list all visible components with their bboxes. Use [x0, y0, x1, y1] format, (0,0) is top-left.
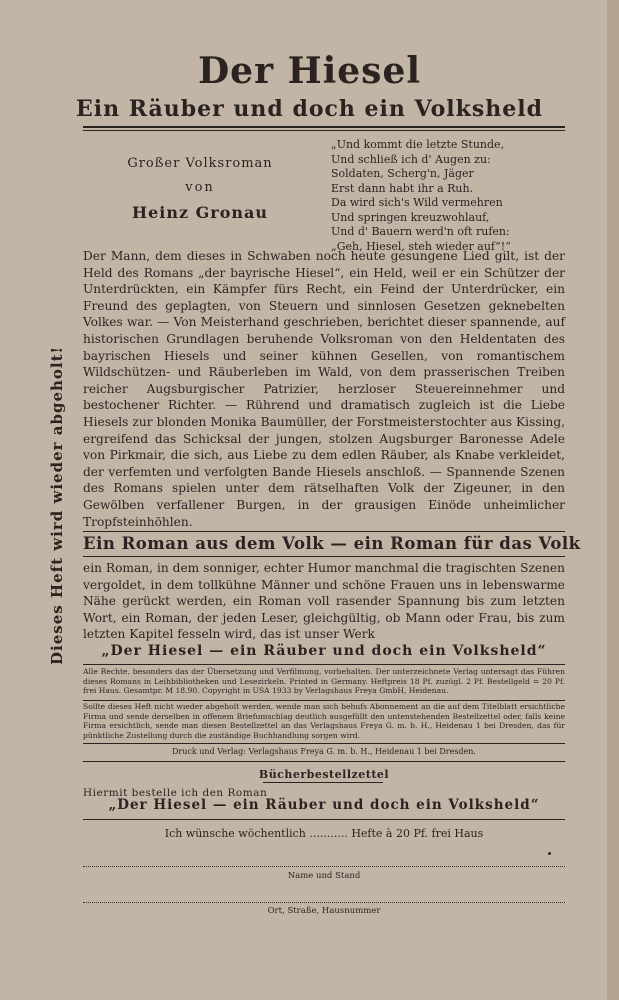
poem-line: Und d' Bauern werd'n oft rufen:	[331, 225, 510, 238]
printer-imprint: Druck und Verlag: Verlagshaus Freya G. m. b. H., Heidenau 1 bei Dresden.	[172, 747, 476, 756]
poem-line: Da wird sich's Wild vermehren	[331, 196, 503, 209]
headline-rule-bottom	[83, 556, 565, 557]
address-field[interactable]	[83, 902, 565, 903]
poem-line: „Geh, Hiesel, steh wieder auf“!“	[331, 239, 511, 253]
poem-line: Erst dann habt ihr a Ruh.	[331, 181, 474, 195]
page-edge	[607, 0, 619, 1000]
description-paragraph-2: ein Roman, in dem sonniger, echter Humor manchmal die tragischten Szenen vergoldet, in dem tollkühne Männer und schöne Frauen uns in lebenswarme Nähe gerückt werden, ein Roman voll rasender Spannung bis zum letzten Wort, ein Roman, der jeden Leser, gleichgültig, ob Mann oder Frau, bis zum letzten Kapitel fesseln wird, das ist unser Werk	[83, 561, 565, 642]
poem-line: „Und kommt die letzte Stunde,	[331, 138, 505, 151]
quantity-line: Ich wünsche wöchentlich ........... Hefte à 20 Pf. frei Haus	[164, 827, 484, 840]
order-heading-underline	[263, 782, 383, 783]
page-title: Der Hiesel	[197, 50, 422, 92]
poem-line: Und springen kreuzwohlauf,	[331, 210, 490, 224]
order-novel-title: „Der Hiesel — ein Räuber und doch ein Volksheld“	[108, 797, 540, 813]
headline: Ein Roman aus dem Volk — ein Roman für das Volk	[83, 534, 581, 553]
order-form-heading: Bücherbestellzettel	[258, 768, 390, 781]
order-rule-top	[83, 761, 565, 762]
page-subtitle: Ein Räuber und doch ein Volksheld	[75, 96, 544, 122]
novel-title-quote: „Der Hiesel — ein Räuber und doch ein Volksheld“	[101, 643, 547, 659]
title-rule-top	[83, 126, 565, 128]
order-intro: Hiermit bestelle ich den Roman	[83, 787, 268, 799]
rights-notice: Alle Rechte, besonders das der Übersetzung und Verfilmung, vorbehalten. Der unterzeichnete Verlag untersagt das Führen dieses Romans in Leihbibliotheken und Lesezirkeln. Printed in Germany. Heftpreis 18 Pf. zuzügl. 2 Pf. Bestellgeld = 20 Pf. frei Haus. Gesamtpr. M 18.90. Copyright in USA 1933 by Verlagshaus Freya GmbH, Heidenau.	[83, 667, 565, 696]
notice-rule	[83, 664, 565, 665]
subscription-notice: Sollte dieses Heft nicht wieder abgeholt werden, wende man sich behufs Abonnement an die auf dem Titelblatt ersichtliche Firma und sende derselben in offenem Briefumschlag deutlich ausgefüllt den untenstehenden Bestellzettel oder, falls keine Firma ersichtlich, sende man diesen Bestellzettel an das Verlagshaus Freya G. m. b. H., Heidenau 1 bei Dresden, das für pünktliche Zustellung durch die zuständige Buchhandlung sorgen wird.	[83, 702, 565, 740]
name-field-label: Name und Stand	[287, 871, 361, 881]
author-name: Heinz Gronau	[131, 203, 269, 222]
description-paragraph: Der Mann, dem dieses in Schwaben noch heute gesungene Lied gilt, ist der Held des Romans „der bayrische Hiesel“, ein Held, weil er ein Schützer der Unterdrückten, ein Kämpfer fürs Recht, ein Feind der Unterdrücker, ein Freund des geplagten, von Steuern und sinnlosen Gesetzen geknebelten Volkes war. — Von Meisterhand geschrieben, berichtet dieser spannende, auf historischen Grundlagen beruhende Volksroman von den Heldentaten des bayrischen Hiesels und seiner kühnen Gesellen, von romantischem Wildschützen- und Räuberleben im Wald, von dem prasserischen Treiben reicher Augsburgischer Patrizier, herzloser Steuereinnehmer und bestochener Richter. — Rührend und dramatisch zugleich ist die Liebe Hiesels zur blonden Monika Baumüller, der Forstmeisterstochter aus Kissing, ergreifend das Schicksal der jungen, stolzen Augsburger Baronesse Adele von Pirkmair, die sich, aus Liebe zu dem edlen Räuber, als Knabe verkleidet, der verfemten und verfolgten Bande Hiesels anschloß. — Spannende Szenen des Romans spielen unter dem rätselhaften Volk der Zigeuner, in den Gewölben verfallener Burgen, in der grausigen Einöde unheimlicher Tropfsteinhöhlen.	[83, 249, 565, 529]
poem-verse	[331, 138, 511, 254]
address-field-label: Ort, Straße, Hausnummer	[267, 906, 381, 916]
genre-label: Großer Volksroman	[127, 156, 273, 171]
poem-line: Soldaten, Scherg'n, Jäger	[331, 167, 474, 180]
headline-rule-top	[83, 531, 565, 532]
poem-line: Und schließ ich d' Augen zu:	[331, 152, 491, 166]
notice-rule-2	[83, 700, 565, 701]
name-field[interactable]	[83, 866, 565, 867]
title-rule-bottom	[83, 130, 565, 131]
dot-mark	[548, 852, 551, 855]
order-rule-bottom	[83, 819, 565, 820]
printer-rule	[83, 743, 565, 744]
side-note: Dieses Heft wird wieder abgeholt!	[48, 345, 66, 665]
by-label: von	[185, 180, 215, 195]
